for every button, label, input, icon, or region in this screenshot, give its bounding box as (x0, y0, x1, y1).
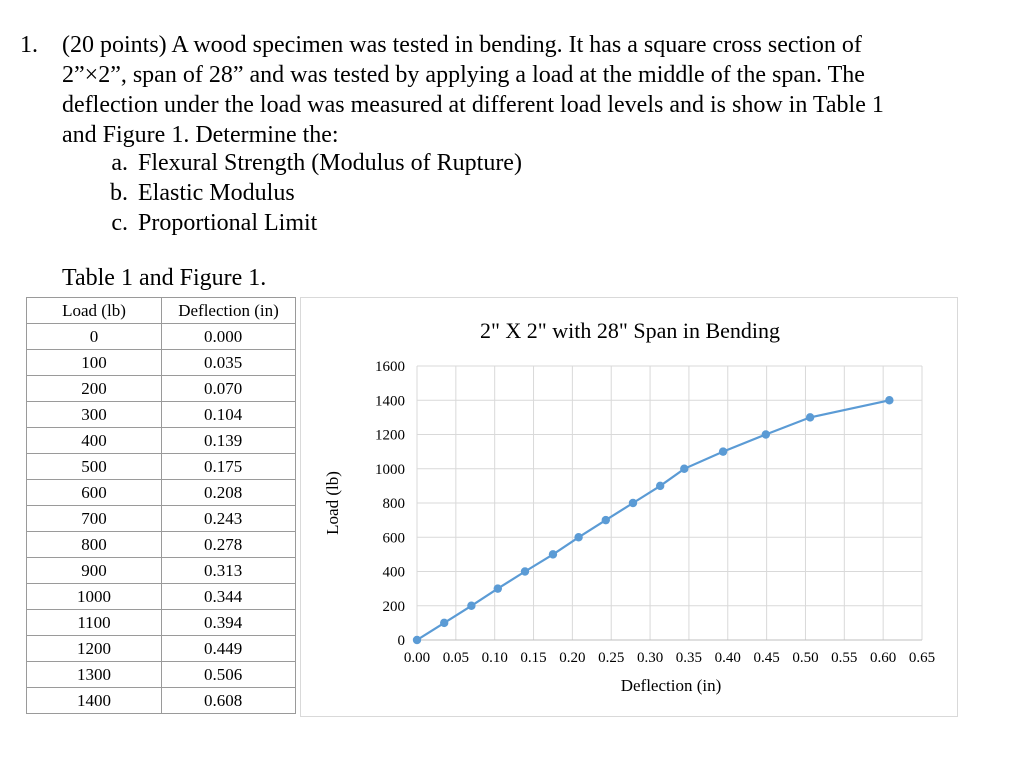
load-cell: 800 (27, 532, 162, 558)
load-cell: 500 (27, 454, 162, 480)
deflection-cell: 0.139 (162, 428, 296, 454)
y-tick-label: 400 (382, 564, 405, 581)
column-header-deflection: Deflection (in) (162, 298, 296, 324)
subquestion-text: Flexural Strength (Modulus of Rupture) (138, 150, 522, 176)
table-row (27, 324, 296, 350)
x-tick-label: 0.40 (714, 650, 741, 666)
x-tick-label: 0.55 (831, 650, 858, 666)
load-deflection-table (26, 297, 296, 714)
chart-gridlines (417, 366, 922, 640)
load-deflection-chart (301, 298, 957, 716)
chart-axes (375, 359, 935, 666)
table-row (27, 506, 296, 532)
load-cell: 900 (27, 558, 162, 584)
deflection-cell: 0.313 (162, 558, 296, 584)
chart-title: 2" X 2" with 28" Span in Bending (479, 318, 781, 343)
load-cell: 1000 (27, 584, 162, 610)
y-tick-label: 1000 (375, 461, 405, 478)
table-body (27, 324, 296, 714)
chart-container (300, 297, 958, 717)
data-point (494, 584, 502, 592)
x-tick-label: 0.25 (598, 650, 625, 666)
subquestion-letter: a. (111, 150, 128, 176)
y-tick-label: 1400 (375, 393, 405, 410)
deflection-cell: 0.344 (162, 584, 296, 610)
data-point (440, 619, 448, 627)
x-tick-label: 0.50 (792, 650, 819, 666)
table-row (27, 636, 296, 662)
data-point (574, 533, 582, 541)
table-row (27, 610, 296, 636)
x-tick-label: 0.10 (481, 650, 508, 666)
data-point (549, 550, 557, 558)
table-caption: Table 1 and Figure 1. (62, 265, 267, 291)
y-tick-label: 600 (382, 530, 405, 547)
problem-number: 1. (20, 32, 38, 58)
data-point (413, 636, 421, 644)
subquestion-b (88, 178, 522, 208)
deflection-cell: 0.278 (162, 532, 296, 558)
data-point (680, 465, 688, 473)
subquestion-text: Proportional Limit (138, 210, 318, 236)
problem-line: and Figure 1. Determine the: (62, 122, 339, 148)
table-row (27, 402, 296, 428)
table-row (27, 376, 296, 402)
column-header-load: Load (lb) (27, 298, 162, 324)
load-cell: 0 (27, 324, 162, 350)
load-cell: 600 (27, 480, 162, 506)
load-cell: 400 (27, 428, 162, 454)
load-cell: 1400 (27, 688, 162, 714)
data-point (885, 396, 893, 404)
x-tick-label: 0.00 (403, 650, 431, 666)
x-tick-label: 0.35 (675, 650, 703, 666)
y-tick-label: 1600 (375, 359, 405, 375)
data-point (521, 567, 529, 575)
deflection-cell: 0.243 (162, 506, 296, 532)
data-point (467, 602, 475, 610)
table-row (27, 428, 296, 454)
table-row (27, 688, 296, 714)
table-row (27, 584, 296, 610)
data-point (719, 447, 727, 455)
problem-statement (20, 30, 1000, 150)
x-tick-label: 0.65 (908, 650, 936, 666)
x-tick-label: 0.60 (870, 650, 897, 666)
subquestion-c (88, 208, 522, 238)
x-tick-label: 0.15 (520, 650, 547, 666)
deflection-cell: 0.208 (162, 480, 296, 506)
problem-line: deflection under the load was measured at different load levels and is show in Table 1 (62, 92, 884, 118)
deflection-cell: 0.506 (162, 662, 296, 688)
y-tick-label: 200 (382, 598, 405, 615)
chart-series (413, 396, 894, 644)
subquestion-letter: c. (111, 210, 128, 236)
x-tick-label: 0.05 (442, 650, 469, 666)
data-point (762, 430, 770, 438)
deflection-cell: 0.608 (162, 688, 296, 714)
problem-line: (20 points) A wood specimen was tested in bending. It has a square cross section of (62, 32, 862, 58)
x-tick-label: 0.20 (559, 650, 586, 666)
load-cell: 300 (27, 402, 162, 428)
data-point (602, 516, 610, 524)
load-cell: 200 (27, 376, 162, 402)
y-axis-label: Load (lb) (323, 471, 342, 535)
y-tick-label: 1200 (375, 427, 405, 444)
table-header-row (27, 298, 296, 324)
deflection-cell: 0.000 (162, 324, 296, 350)
y-tick-label: 0 (397, 633, 405, 649)
data-point (629, 499, 637, 507)
load-cell: 700 (27, 506, 162, 532)
x-tick-label: 0.30 (636, 650, 664, 666)
y-tick-label: 800 (382, 496, 405, 512)
deflection-cell: 0.175 (162, 454, 296, 480)
x-tick-label: 0.45 (753, 650, 780, 666)
deflection-cell: 0.449 (162, 636, 296, 662)
table-row (27, 662, 296, 688)
table-row (27, 350, 296, 376)
load-cell: 1100 (27, 610, 162, 636)
x-axis-label: Deflection (in) (620, 676, 722, 695)
deflection-cell: 0.394 (162, 610, 296, 636)
load-cell: 100 (27, 350, 162, 376)
subquestion-text: Elastic Modulus (138, 180, 295, 206)
deflection-cell: 0.070 (162, 376, 296, 402)
table-row (27, 558, 296, 584)
series-line (417, 400, 889, 640)
load-cell: 1200 (27, 636, 162, 662)
subquestion-list (88, 148, 522, 238)
table-row (27, 532, 296, 558)
data-point (806, 413, 814, 421)
problem-line: 2”×2”, span of 28” and was tested by applying a load at the middle of the span. The (62, 62, 865, 88)
deflection-cell: 0.035 (162, 350, 296, 376)
load-cell: 1300 (27, 662, 162, 688)
subquestion-letter: b. (110, 180, 128, 206)
table-row (27, 480, 296, 506)
problem-text (62, 30, 1000, 150)
deflection-cell: 0.104 (162, 402, 296, 428)
subquestion-a (88, 148, 522, 178)
table-row (27, 454, 296, 480)
data-point (656, 482, 664, 490)
